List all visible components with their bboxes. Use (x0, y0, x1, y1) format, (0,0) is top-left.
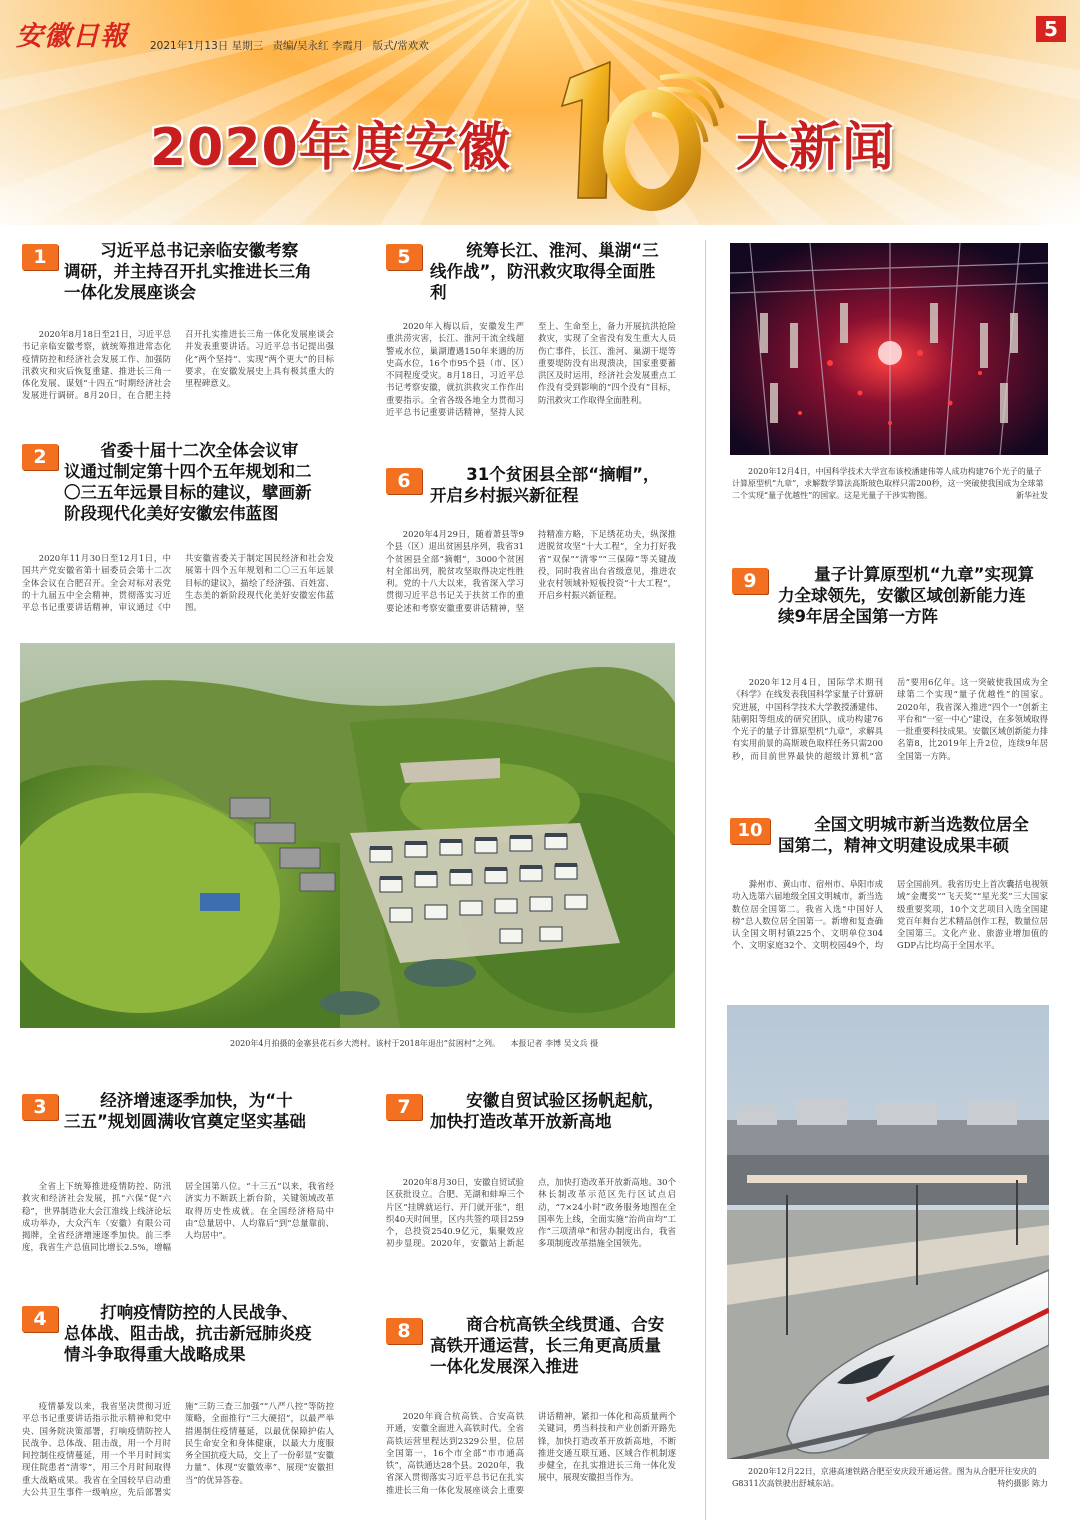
photo-credit: 特约摄影 陈力 (997, 1479, 1048, 1488)
article-number-badge: 6 (386, 468, 422, 494)
village-photo-illustration (20, 643, 675, 1028)
article-number-badge: 2 (22, 444, 58, 470)
layout-editor: 版式/常欢欢 (372, 40, 429, 52)
photo-credit: 新华社发 (1016, 491, 1048, 500)
train-photo-illustration (727, 1005, 1049, 1459)
article-headline: 全国文明城市新当选数位居全国第二，精神文明建设成果丰硕 (778, 815, 1029, 855)
article-body: 2020年8月18日至21日，习近平总书记亲临安徽考察，就统筹推进常态化疫情防控和经济社会发展工作、加强防汛救灾和灾后恢复重建、推进长三角一体化发展、谋划“十四五”时期经济社会发展进行调研。8月20日，在合肥主持召开扎实推进长三角一体化发展座谈会并发表重要讲话。习近平总书记提出强化“两个坚持”、实现“两个更大”的目标要求，在安徽发展史上具有极其重大的里程碑意义。 (22, 329, 334, 401)
issue-date: 2021年1月13日 星期三 (150, 40, 264, 52)
article-body: 2020年11月30日至12月1日，中国共产党安徽省第十届委员会第十二次全体会议在合肥召开。全会对标对表党的十九届五中全会精神，贯彻落实习近平总书记重要讲话精神，审议通过《中共安徽省委关于制定国民经济和社会发展第十四个五年规划和二〇三五年远景目标的建议》，描绘了经济强、百姓富、生态美的新阶段现代化美好安徽宏伟蓝图。 (22, 553, 334, 613)
dateline (150, 38, 435, 53)
article-body: 2020年4月29日，随着萧县等9个县（区）退出贫困县序列，我省31个贫困县全部“摘帽”，3000个贫困村全部出列，脱贫攻坚取得决定性胜利。党的十八大以来，我省深入学习贯彻习近平总书记关于扶贫工作的重要论述和考察安徽重要讲话精神，坚持精准方略，下足绣花功夫，纵深推进脱贫攻坚“十大工程”，全力打好我省“双保”“清零”“三保障”等关键战役，同时我省出台省级意见，推进农业农村领域补短板投资“十大工程”，开启乡村振兴新征程。 (386, 529, 676, 613)
article-body: 2020年12月4日，国际学术期刊《科学》在线发表我国科学家量子计算研究进展，中国科学技术大学教授潘建伟、陆朝阳等组成的研究团队，成功构建76个光子的量子计算原型机“九章”，求解具有实用前景的高斯玻色取样任务只需200秒，而目前世界最快的超级计算机“富岳”要用6亿年。这一突破使我国成为全球第二个实现“量子优越性”的国家。2020年，我省深入推进“四个一”创新主平台和“一室一中心”建设，在多领域取得一批重要科技成果。安徽区域创新能力排名第8，比2019年上升2位，连续9年居全国第一方阵。 (732, 677, 1048, 761)
train-photo-caption (732, 1466, 1048, 1490)
article-body: 全省上下统筹推进疫情防控、防汛救灾和经济社会发展，抓“六保”促“六稳”，世界制造业大会江淮线上线济论坛成功举办，大众汽车（安徽）有限公司揭牌，全省经济增速逐季加快。前三季度，我省生产总值同比增长2.5%，增幅居全国第八位。“十三五”以来，我省经济实力不断跃上新台阶，关键领域改革取得历史性成就。在全国经济格局中由“总量居中、人均靠后”到“总量靠前、人均居中”。 (22, 1181, 334, 1253)
article-headline: 31个贫困县全部“摘帽”，开启乡村振兴新征程 (430, 465, 660, 505)
page-title-left: 2020年度安徽 (150, 118, 511, 178)
article-number-badge: 9 (732, 568, 768, 594)
quantum-photo-illustration (730, 243, 1048, 455)
quantum-photo-caption (732, 466, 1048, 502)
article-number-badge: 4 (22, 1306, 58, 1332)
article-headline: 安徽自贸试验区扬帆起航，加快打造改革开放新高地 (430, 1091, 665, 1131)
caption-text: 2020年12月22日，京港高速铁路合肥至安庆段开通运营。图为从合肥开往安庆的G8311次高铁驶出舒城东站。 (732, 1467, 1037, 1488)
column-divider (705, 240, 706, 1520)
article-number-badge: 8 (386, 1318, 422, 1344)
village-photo-caption (230, 1038, 670, 1050)
article-body: 2020年商合杭高铁、合安高铁开通，安徽全面进入高铁时代。全省高铁运营里程达到2329公里，位居全国第一，16个市全部“市市通高铁”，高铁通达28个县。2020年，我省深入贯彻落实习近平总书记在扎实推进长三角一体化发展座谈会上重要讲话精神，紧扣一体化和高质量两个关键词，勇当科技和产业创新开路先锋，加快打造改革开放新高地，不断推进交通互联互通、区域合作机制逐步健全，在扎实推进长三角一体化发展中，展现安徽担当作为。 (386, 1411, 676, 1495)
page-title-right: 大新闻 (736, 118, 896, 178)
article-body: 疫情暴发以来，我省坚决贯彻习近平总书记重要讲话指示批示精神和党中央、国务院决策部署，打响疫情防控人民战争、总体战、阻击战，用一个月时间控制住疫情蔓延，用一个半月时间实现住院患者“清零”，用三个月时间取得重大战略成果。我省在全国较早启动重大公共卫生事件一级响应，先后部署实施“三防三查三加强”“八严八控”等防控策略，全面推行“三大硬招”，以最严举措遏制住疫情蔓延，以最优保障护佑人民生命安全和身体健康，以最大力度服务全国抗疫大局，交上了一份彰显“安徽力量”、体现“安徽效率”、展现“安徽担当”的优异答卷。 (22, 1401, 334, 1498)
article-number-badge: 7 (386, 1094, 422, 1120)
article-number-badge: 10 (730, 818, 770, 844)
article-headline: 省委十届十二次全体会议审议通过制定第十四个五年规划和二〇三五年远景目标的建议，擘画新阶段现代化美好安徽宏伟蓝图 (64, 441, 312, 523)
article-headline: 统筹长江、淮河、巢湖“三线作战”，防汛救灾取得全面胜利 (430, 241, 659, 302)
gold-ten-emblem (540, 48, 730, 218)
article-headline: 商合杭高铁全线贯通、合安高铁开通运营，长三角更高质量一体化发展深入推进 (430, 1315, 665, 1376)
article-headline: 量子计算原型机“九章”实现算力全球领先，安徽区域创新能力连续9年居全国第一方阵 (778, 565, 1034, 626)
article-body: 滁州市、黄山市、宿州市、阜阳市成功入选第六届地级全国文明城市，新当选数位居全国第二。我省入选“中国好人榜”总人数位居全国第一。新增和复查确认全国文明村镇225个、文明单位304个、文明家庭32个、文明校园49个，均居全国前列。我省历史上首次囊括电视领域“金鹰奖”“飞天奖”“星光奖”三大国家级重要奖项，10个文艺项目入选全国建党百年舞台艺术精品创作工程，数量位居全国第三。文化产业、旅游业增加值的GDP占比均高于全国水平。 (732, 879, 1048, 951)
article-body: 2020年8月30日，安徽自贸试验区获批设立。合肥、芜湖和蚌埠三个片区“挂牌就运行、开门就开张”，组织40天时间里，区内共签约项目259个，总投资2540.9亿元，集聚效应初步显现。2020年，安徽站上新起点，加快打造改革开放新高地。30个林长制改革示范区先行区试点启动，“7×24小时”政务服务地图在全国率先上线，全面实施“治尚亩均”工作“三项清单”和营办制度出台，我省多项制度改革措施全国领先。 (386, 1177, 676, 1249)
newspaper-logo: 安徽日報 (16, 21, 128, 52)
quantum-lab-photo (730, 243, 1048, 455)
article-number-badge: 5 (386, 244, 422, 270)
village-aerial-photo (20, 643, 675, 1028)
editors: 责编/吴永红 李霞月 (272, 40, 364, 52)
article-number-badge: 3 (22, 1094, 58, 1120)
masthead-banner (0, 0, 1080, 225)
article-headline: 经济增速逐季加快，为“十三五”规划圆满收官奠定坚实基础 (64, 1091, 306, 1131)
photo-credit: 本报记者 李博 吴文兵 摄 (510, 1039, 599, 1048)
article-number-badge: 1 (22, 244, 58, 270)
article-headline: 习近平总书记亲临安徽考察调研，并主持召开扎实推进长三角一体化发展座谈会 (64, 241, 312, 302)
caption-text: 2020年4月拍摄的金寨县花石乡大湾村。该村于2018年退出“贫困村”之列。 (230, 1039, 500, 1048)
high-speed-train-photo (727, 1005, 1049, 1459)
page-number: 5 (1036, 16, 1066, 42)
caption-text: 2020年12月4日，中国科学技术大学宣布该校潘建伟等人成功构建76个光子的量子计算原型机“九章”，求解数学算法高斯玻色取样只需200秒，这一突破使我国成为全球第二个实现“量子优越性”的国家。这是光量子干涉实物图。 (732, 467, 1044, 500)
article-headline: 打响疫情防控的人民战争、总体战、阻击战，抗击新冠肺炎疫情斗争取得重大战略成果 (64, 1303, 312, 1364)
article-body: 2020年入梅以后，安徽发生严重洪涝灾害，长江、淮河干流全线超警戒水位，巢湖遭遇150年来遇的历史高水位，16个市95个县（市、区）不同程度受灾。8月18日，习近平总书记考察安徽，就抗洪救灾工作作出重要指示。全省各级各地全力贯彻习近平总书记重要讲话精神，坚持人民至上、生命至上，备力开展抗洪抢险救灾，实现了全省没有发生重大人员伤亡事件，长江、淮河、巢湖干堤等重要堤防没有出现溃决，国家重要蓄洪区及时运用，经济社会发展重点工作没有受到影响的“四个没有”目标，防汛救灾工作取得全面胜利。 (386, 321, 676, 418)
